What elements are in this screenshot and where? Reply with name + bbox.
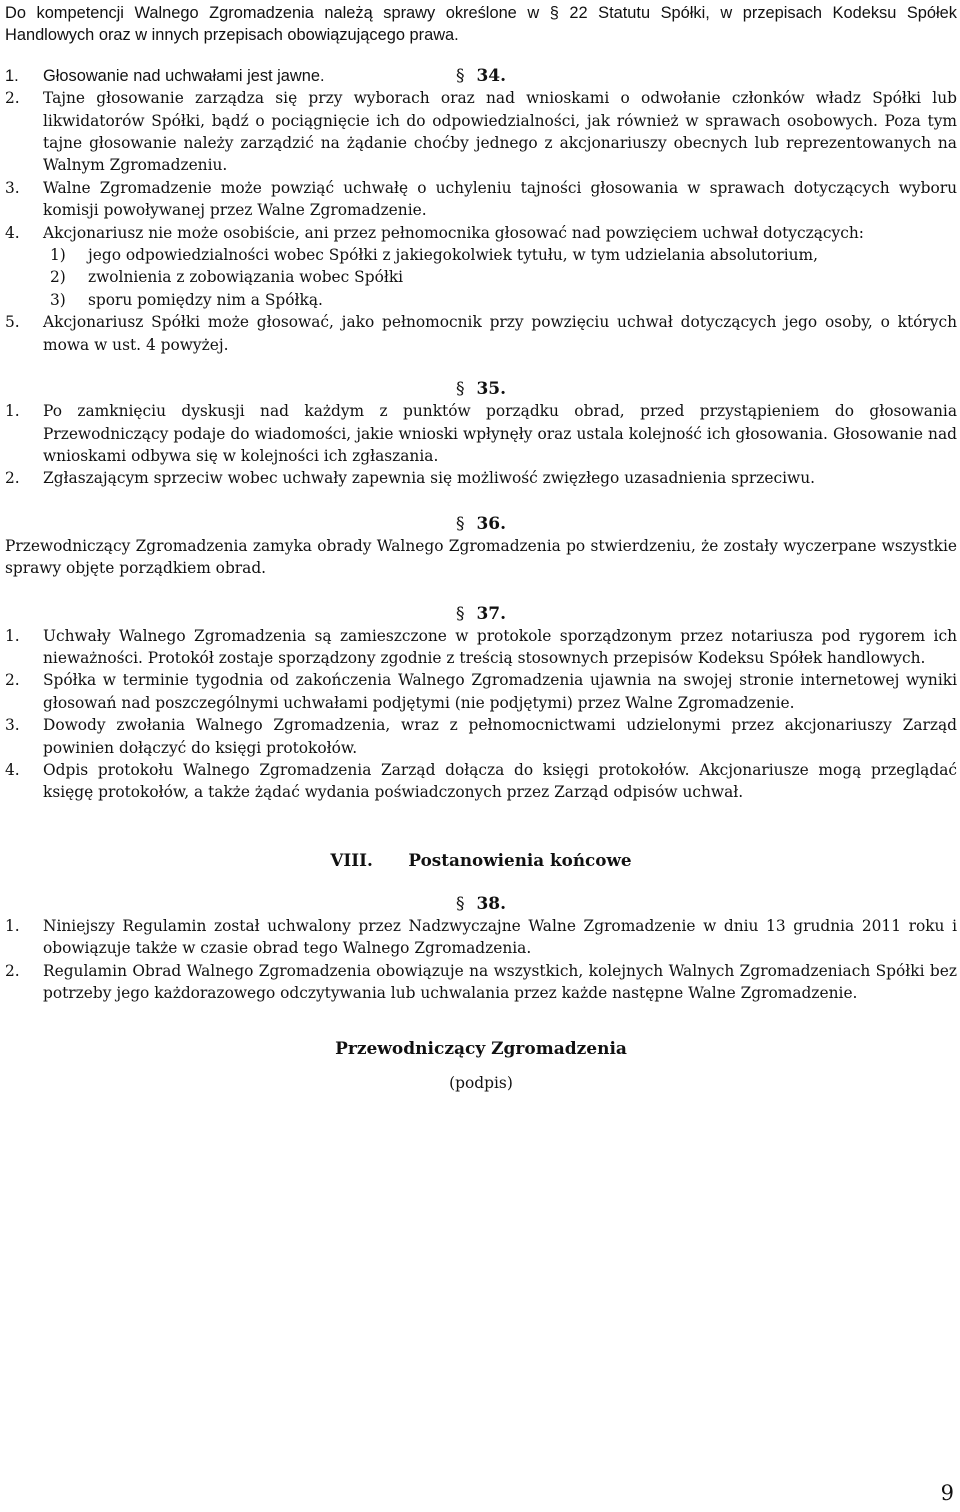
subitem-number: 2) <box>50 268 66 287</box>
section-number: 34. <box>476 65 507 86</box>
section-38-heading <box>5 893 957 915</box>
s38-item-2 <box>5 960 957 1005</box>
subitem-number: 3) <box>50 290 66 309</box>
document-page <box>5 2 957 1094</box>
subitem-number: 1) <box>50 246 66 265</box>
item-text: Tajne głosowanie zarządza się przy wyborach oraz nad wnioskami o odwołanie członków władz Spółki lub likwidatorów Spółki, bądź o pociągnięcie ich do odpowiedzialności, jak również w sprawach osobowych. Poza tym tajne głosowanie należy zarządzić na żądanie choćby jednego z akcjonariuszy obecnych lub reprezentowanych na Walnym Zgromadzeniu. <box>43 89 957 175</box>
s37-item-4 <box>5 759 957 804</box>
item-text: Regulamin Obrad Walnego Zgromadzenia obowiązuje na wszystkich, kolejnych Walnych Zgromadzeniach Spółki bez potrzeby jego każdorazowego odczytywania lub uchwalania przez każde następne Walne Zgromadzenie. <box>43 961 957 1002</box>
item-number: 1. <box>5 626 20 645</box>
section-number: 37. <box>476 603 507 624</box>
section-number: 35. <box>476 379 507 400</box>
chapter-title: Postanowienia końcowe <box>408 849 632 870</box>
item-number: 2. <box>5 961 20 980</box>
intro-paragraph: Do kompetencji Walnego Zgromadzenia należą sprawy określone w § 22 Statutu Spółki, w przepisach Kodeksu Spółek Handlowych oraz w innych przepisach obowiązującego prawa. <box>5 4 957 45</box>
s34-subitem-3 <box>5 289 957 311</box>
item-number: 1. <box>5 916 20 935</box>
chapter-number: VIII. <box>330 849 373 870</box>
section-symbol: § <box>455 513 465 534</box>
item-number: 2. <box>5 89 20 108</box>
item-number: 3. <box>5 178 20 197</box>
item-text: Zgłaszającym sprzeciw wobec uchwały zapewnia się możliwość zwięzłego uzasadnienia sprzeciwu. <box>43 469 816 488</box>
item-number: 2. <box>5 671 20 690</box>
item-text: Akcjonariusz Spółki może głosować, jako pełnomocnik przy powzięciu uchwał dotyczących jego osoby, o których mowa w ust. 4 powyżej. <box>43 313 957 354</box>
subitem-text: zwolnienia z zobowiązania wobec Spółki <box>88 268 404 287</box>
item-number: 1. <box>5 66 19 85</box>
item-text: Walne Zgromadzenie może powziąć uchwałę o uchyleniu tajności głosowania w sprawach dotyczących wyboru komisji powoływanej przez Walne Zgromadzenie. <box>43 178 957 220</box>
section-symbol: § <box>455 379 465 400</box>
s34-item-1 <box>5 65 957 87</box>
item-number: 1. <box>5 402 20 421</box>
page-number: 9 <box>940 1481 954 1505</box>
section-37-heading <box>5 603 957 625</box>
item-text: Akcjonariusz nie może osobiście, ani przez pełnomocnika głosować nad powzięciem uchwał dotyczących: <box>43 223 864 242</box>
item-text: Po zamknięciu dyskusji nad każdym z punktów porządku obrad, przed przystąpieniem do głosowania Przewodniczący podaje do wiadomości, jakie wnioski wpłynęły oraz ustala kolejność ich głosowania. Głosowanie nad wnioskami odbywa się w kolejności ich zgłaszania. <box>43 402 957 465</box>
section-35-heading <box>5 378 957 400</box>
signature-title: Przewodniczący Zgromadzenia <box>335 1039 627 1060</box>
signature-note: (podpis) <box>449 1073 513 1092</box>
section-36-heading <box>5 513 957 535</box>
item-number: 2. <box>5 469 20 488</box>
item-number: 4. <box>5 223 20 242</box>
s37-item-3 <box>5 714 957 759</box>
s35-item-2 <box>5 467 957 489</box>
s34-item-3 <box>5 177 957 222</box>
section-symbol: § <box>455 893 465 914</box>
item-text: Niniejszy Regulamin został uchwalony przez Nadzwyczajne Walne Zgromadzenie w dniu 13 grudnia 2011 roku i obowiązuje także w czasie obrad tego Walnego Zgromadzenia. <box>43 916 957 958</box>
s35-item-1 <box>5 400 957 467</box>
section-number: 38. <box>476 893 507 914</box>
item-text: Spółka w terminie tygodnia od zakończenia Walnego Zgromadzenia ujawnia na swojej stronie internetowej wyniki głosowań nad poszczególnymi uchwałami podjętymi (nie podjętymi) przez Walne Zgromadzenie. <box>43 671 957 712</box>
item-number: 4. <box>5 760 20 779</box>
section-symbol: § <box>455 65 465 86</box>
subitem-text: sporu pomiędzy nim a Spółką. <box>88 290 323 309</box>
s36-paragraph: Przewodniczący Zgromadzenia zamyka obrady Walnego Zgromadzenia po stwierdzeniu, że zostały wyczerpane wszystkie sprawy objęte porządkiem obrad. <box>5 536 957 578</box>
s38-item-1 <box>5 915 957 960</box>
item-number: 5. <box>5 313 20 332</box>
s37-item-1 <box>5 625 957 670</box>
item-text: Odpis protokołu Walnego Zgromadzenia Zarząd dołącza do księgi protokołów. Akcjonariusze mogą przeglądać księgę protokołów, a także żądać wydania poświadczonych przez Zarząd odpisów uchwał. <box>43 760 957 802</box>
s34-item-5 <box>5 311 957 356</box>
item-number: 3. <box>5 716 20 735</box>
item-text: Uchwały Walnego Zgromadzenia są zamieszczone w protokole sporządzonym przez notariusza pod rygorem ich nieważności. Protokół zostaje sporządzony zgodnie z treścią stosownych przepisów Kodeksu Spółek handlowych. <box>43 626 957 667</box>
chapter-heading <box>5 849 957 871</box>
section-symbol: § <box>455 603 465 624</box>
subitem-text: jego odpowiedzialności wobec Spółki z jakiegokolwiek tytułu, w tym udzielania absolutorium, <box>88 246 819 265</box>
section-number: 36. <box>476 513 507 534</box>
s34-item-4 <box>5 222 957 244</box>
s34-item-2 <box>5 87 957 177</box>
s37-item-2 <box>5 669 957 714</box>
s34-subitem-1 <box>5 244 957 266</box>
s34-subitem-2 <box>5 266 957 288</box>
item-text: Głosowanie nad uchwałami jest jawne. <box>43 66 325 85</box>
item-text: Dowody zwołania Walnego Zgromadzenia, wraz z pełnomocnictwami udzielonymi przez akcjonariuszy Zarząd powinien dołączyć do księgi protokołów. <box>43 716 957 757</box>
